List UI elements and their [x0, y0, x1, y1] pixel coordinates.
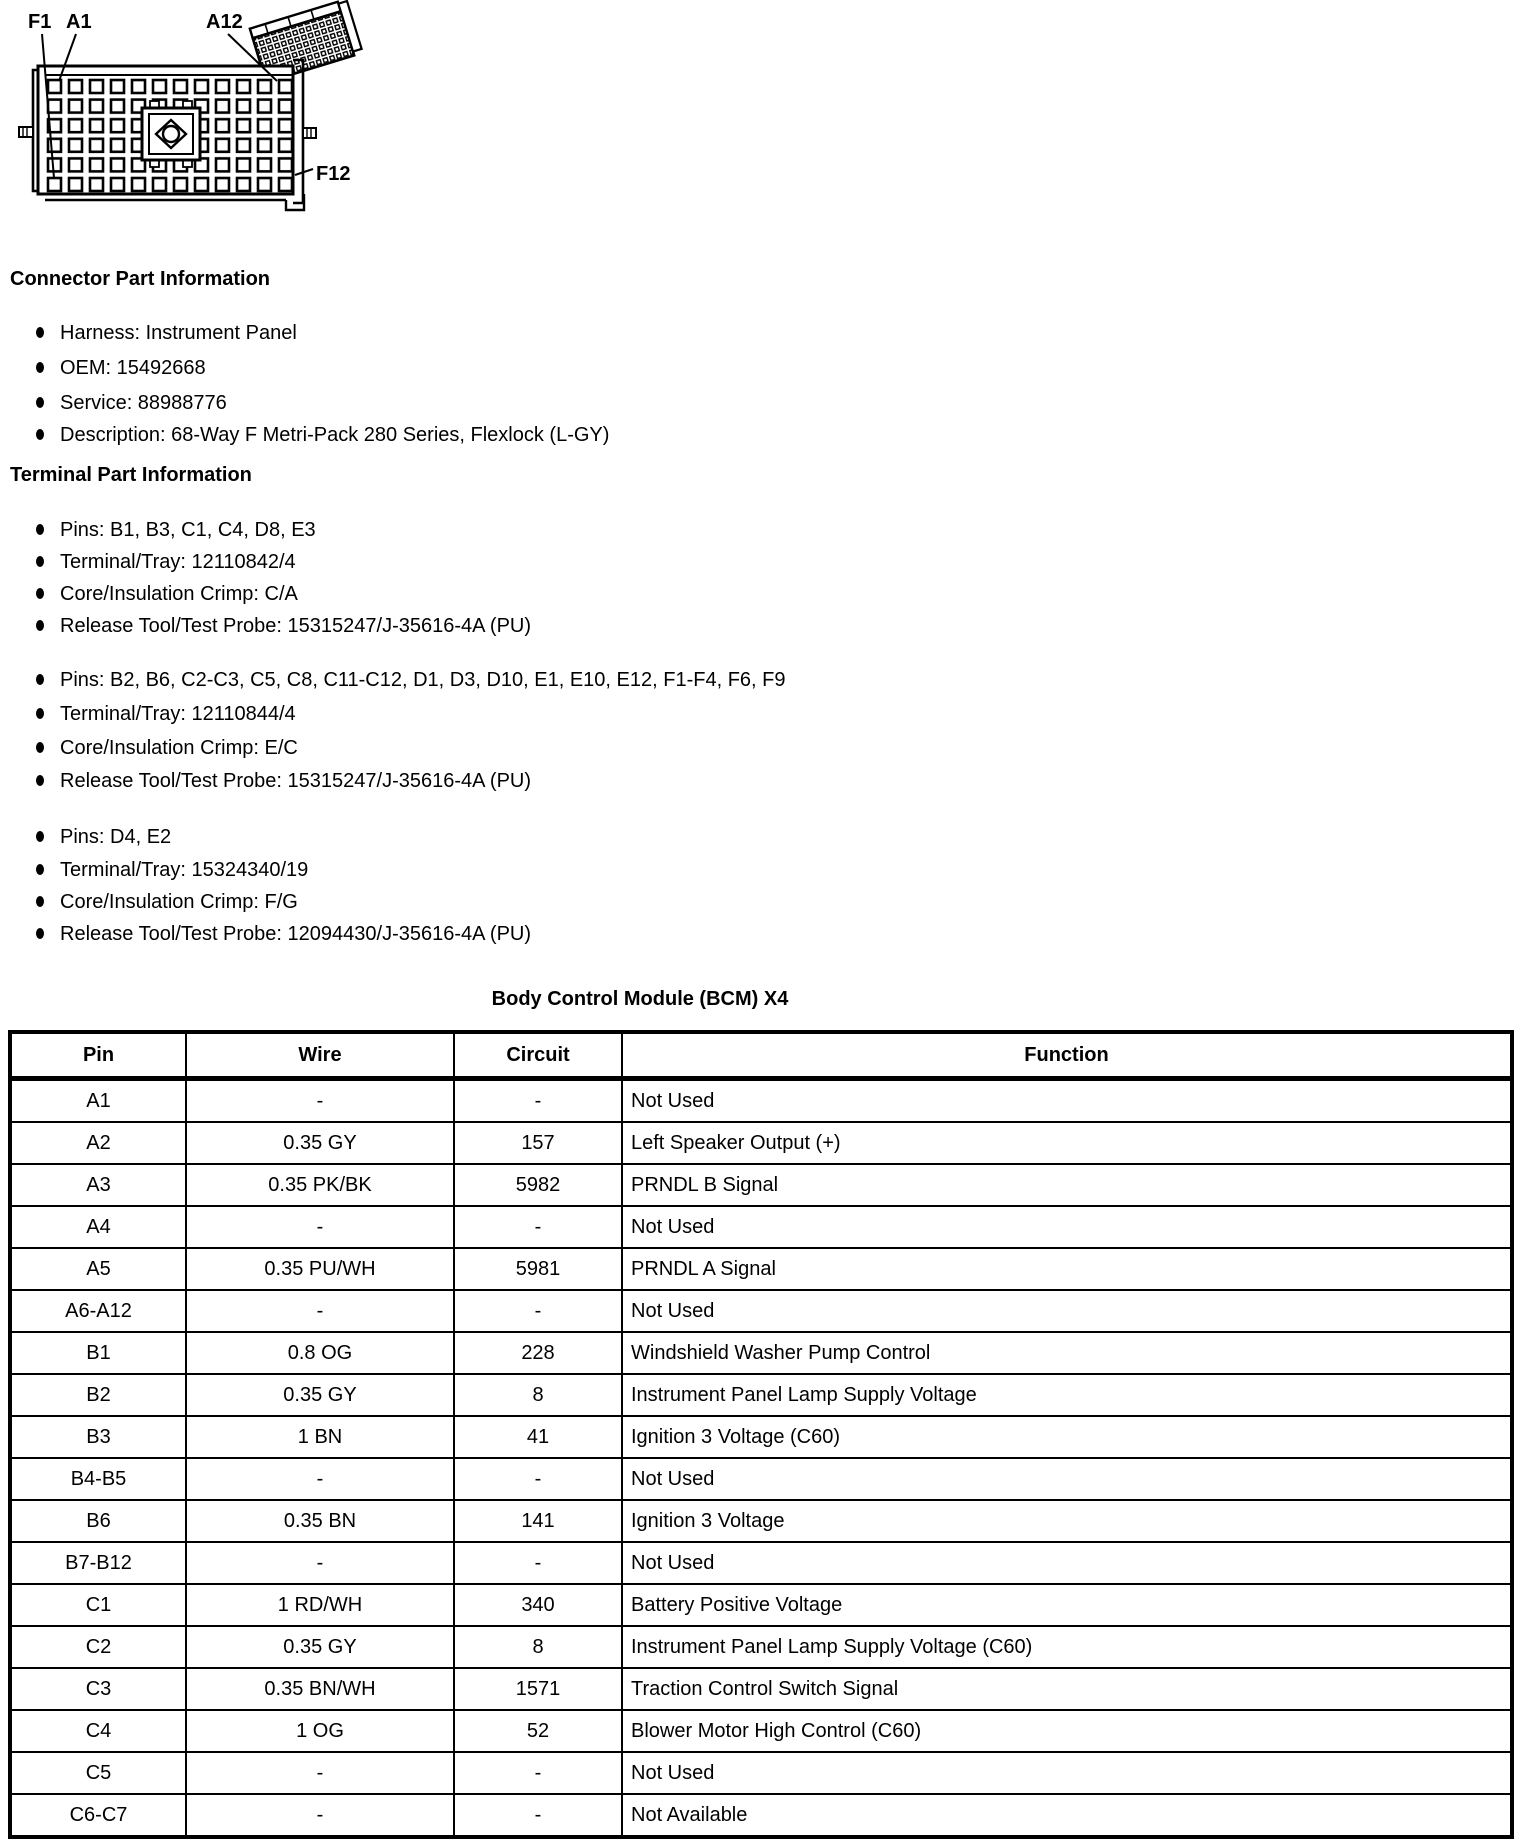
- pin-cell: C1: [10, 1584, 186, 1626]
- table-row: [10, 1164, 1512, 1206]
- pin-label-f1: F1: [28, 11, 52, 33]
- pin-cell: A1: [10, 1079, 186, 1123]
- list-item: Release Tool/Test Probe: 15315247/J-35616-4A (PU): [36, 615, 531, 638]
- pin-label-a12: A12: [206, 11, 243, 33]
- function-cell: Not Available: [622, 1794, 1512, 1837]
- function-cell: Windshield Washer Pump Control: [622, 1332, 1512, 1374]
- list-item: Release Tool/Test Probe: 12094430/J-35616-4A (PU): [36, 923, 531, 946]
- bullet-icon: [36, 620, 44, 631]
- wire-cell: 0.35 GY: [186, 1626, 454, 1668]
- function-cell: Not Used: [622, 1752, 1512, 1794]
- bullet-icon: [36, 928, 44, 939]
- pin-cell: B6: [10, 1500, 186, 1542]
- wire-cell: 1 BN: [186, 1416, 454, 1458]
- table-row: [10, 1416, 1512, 1458]
- function-cell: PRNDL A Signal: [622, 1248, 1512, 1290]
- circuit-cell: 228: [454, 1332, 622, 1374]
- bullet-icon: [36, 674, 44, 685]
- table-row: [10, 1542, 1512, 1584]
- circuit-cell: 8: [454, 1626, 622, 1668]
- col-header-function: Function: [622, 1032, 1512, 1079]
- function-cell: Not Used: [622, 1206, 1512, 1248]
- table-row: [10, 1290, 1512, 1332]
- pin-cell: C3: [10, 1668, 186, 1710]
- list-item: Harness: Instrument Panel: [36, 322, 297, 345]
- bullet-icon: [36, 708, 44, 719]
- circuit-cell: 8: [454, 1374, 622, 1416]
- list-item: Pins: B2, B6, C2-C3, C5, C8, C11-C12, D1, D3, D10, E1, E10, E12, F1-F4, F6, F9: [36, 669, 786, 692]
- terminal-part-info-heading: Terminal Part Information: [10, 464, 252, 486]
- pin-cell: B3: [10, 1416, 186, 1458]
- pin-cell: C2: [10, 1626, 186, 1668]
- circuit-cell: 5982: [454, 1164, 622, 1206]
- list-item: Terminal/Tray: 12110844/4: [36, 703, 296, 726]
- table-header-row: [10, 1032, 1512, 1079]
- circuit-cell: 141: [454, 1500, 622, 1542]
- connector-part-info-heading: Connector Part Information: [10, 268, 271, 290]
- circuit-cell: 1571: [454, 1668, 622, 1710]
- table-row: [10, 1500, 1512, 1542]
- list-item: Terminal/Tray: 12110842/4: [36, 551, 296, 574]
- bullet-icon: [36, 362, 44, 373]
- wire-cell: -: [186, 1542, 454, 1584]
- list-item: OEM: 15492668: [36, 357, 206, 380]
- list-item: Pins: D4, E2: [36, 826, 171, 849]
- wire-cell: -: [186, 1752, 454, 1794]
- circuit-cell: 5981: [454, 1248, 622, 1290]
- pinout-table: [8, 1030, 1514, 1839]
- connector-diagram: [0, 0, 380, 218]
- bullet-icon: [36, 327, 44, 338]
- function-cell: Instrument Panel Lamp Supply Voltage: [622, 1374, 1512, 1416]
- list-item: Description: 68-Way F Metri-Pack 280 Series, Flexlock (L-GY): [36, 424, 609, 447]
- wire-cell: 1 RD/WH: [186, 1584, 454, 1626]
- pin-cell: C6-C7: [10, 1794, 186, 1837]
- wire-cell: -: [186, 1079, 454, 1123]
- pin-cell: A6-A12: [10, 1290, 186, 1332]
- connector-body: [19, 60, 316, 210]
- circuit-cell: 41: [454, 1416, 622, 1458]
- pin-cell: A5: [10, 1248, 186, 1290]
- col-header-wire: Wire: [186, 1032, 454, 1079]
- table-row: [10, 1752, 1512, 1794]
- wire-cell: 0.35 GY: [186, 1122, 454, 1164]
- wire-cell: -: [186, 1290, 454, 1332]
- pin-cell: B4-B5: [10, 1458, 186, 1500]
- function-cell: Not Used: [622, 1542, 1512, 1584]
- bullet-icon: [36, 864, 44, 875]
- pin-cell: A4: [10, 1206, 186, 1248]
- wire-cell: 0.8 OG: [186, 1332, 454, 1374]
- bullet-icon: [36, 831, 44, 842]
- bullet-icon: [36, 588, 44, 599]
- table-row: [10, 1374, 1512, 1416]
- table-row: [10, 1794, 1512, 1837]
- pin-cell: A2: [10, 1122, 186, 1164]
- table-row: [10, 1248, 1512, 1290]
- table-row: [10, 1206, 1512, 1248]
- function-cell: Not Used: [622, 1079, 1512, 1123]
- bullet-icon: [36, 556, 44, 567]
- function-cell: Instrument Panel Lamp Supply Voltage (C60): [622, 1626, 1512, 1668]
- wire-cell: 1 OG: [186, 1710, 454, 1752]
- wire-cell: 0.35 BN: [186, 1500, 454, 1542]
- pin-cell: B7-B12: [10, 1542, 186, 1584]
- circuit-cell: -: [454, 1542, 622, 1584]
- circuit-cell: -: [454, 1794, 622, 1837]
- circuit-cell: 340: [454, 1584, 622, 1626]
- wire-cell: 0.35 PU/WH: [186, 1248, 454, 1290]
- circuit-cell: 52: [454, 1710, 622, 1752]
- function-cell: Left Speaker Output (+): [622, 1122, 1512, 1164]
- pin-cell: C4: [10, 1710, 186, 1752]
- circuit-cell: -: [454, 1752, 622, 1794]
- table-row: [10, 1710, 1512, 1752]
- table-row: [10, 1458, 1512, 1500]
- wire-cell: -: [186, 1458, 454, 1500]
- circuit-cell: -: [454, 1079, 622, 1123]
- list-item: Core/Insulation Crimp: E/C: [36, 737, 298, 760]
- wire-cell: -: [186, 1206, 454, 1248]
- table-row: [10, 1584, 1512, 1626]
- table-row: [10, 1668, 1512, 1710]
- table-title: Body Control Module (BCM) X4: [491, 988, 789, 1010]
- pin-cell: A3: [10, 1164, 186, 1206]
- function-cell: Not Used: [622, 1458, 1512, 1500]
- pin-cell: B1: [10, 1332, 186, 1374]
- table-row: [10, 1079, 1512, 1123]
- function-cell: Traction Control Switch Signal: [622, 1668, 1512, 1710]
- circuit-cell: 157: [454, 1122, 622, 1164]
- circuit-cell: -: [454, 1458, 622, 1500]
- wire-cell: -: [186, 1794, 454, 1837]
- list-item: Pins: B1, B3, C1, C4, D8, E3: [36, 519, 316, 542]
- function-cell: Ignition 3 Voltage: [622, 1500, 1512, 1542]
- list-item: Core/Insulation Crimp: F/G: [36, 891, 298, 914]
- function-cell: Ignition 3 Voltage (C60): [622, 1416, 1512, 1458]
- wire-cell: 0.35 BN/WH: [186, 1668, 454, 1710]
- table-row: [10, 1332, 1512, 1374]
- wire-cell: 0.35 GY: [186, 1374, 454, 1416]
- function-cell: PRNDL B Signal: [622, 1164, 1512, 1206]
- circuit-cell: -: [454, 1290, 622, 1332]
- circuit-cell: -: [454, 1206, 622, 1248]
- pin-label-f12: F12: [316, 163, 351, 185]
- pin-label-a1: A1: [66, 11, 92, 33]
- col-header-circuit: Circuit: [454, 1032, 622, 1079]
- function-cell: Not Used: [622, 1290, 1512, 1332]
- pin-cell: C5: [10, 1752, 186, 1794]
- bullet-icon: [36, 429, 44, 440]
- bullet-icon: [36, 397, 44, 408]
- bullet-icon: [36, 524, 44, 535]
- list-item: Release Tool/Test Probe: 15315247/J-35616-4A (PU): [36, 770, 531, 793]
- pin-cell: B2: [10, 1374, 186, 1416]
- function-cell: Battery Positive Voltage: [622, 1584, 1512, 1626]
- list-item: Terminal/Tray: 15324340/19: [36, 859, 308, 882]
- bullet-icon: [36, 896, 44, 907]
- table-row: [10, 1122, 1512, 1164]
- table-row: [10, 1626, 1512, 1668]
- bullet-icon: [36, 742, 44, 753]
- col-header-pin: Pin: [10, 1032, 186, 1079]
- wire-cell: 0.35 PK/BK: [186, 1164, 454, 1206]
- list-item: Core/Insulation Crimp: C/A: [36, 583, 298, 606]
- function-cell: Blower Motor High Control (C60): [622, 1710, 1512, 1752]
- bullet-icon: [36, 775, 44, 786]
- list-item: Service: 88988776: [36, 392, 227, 415]
